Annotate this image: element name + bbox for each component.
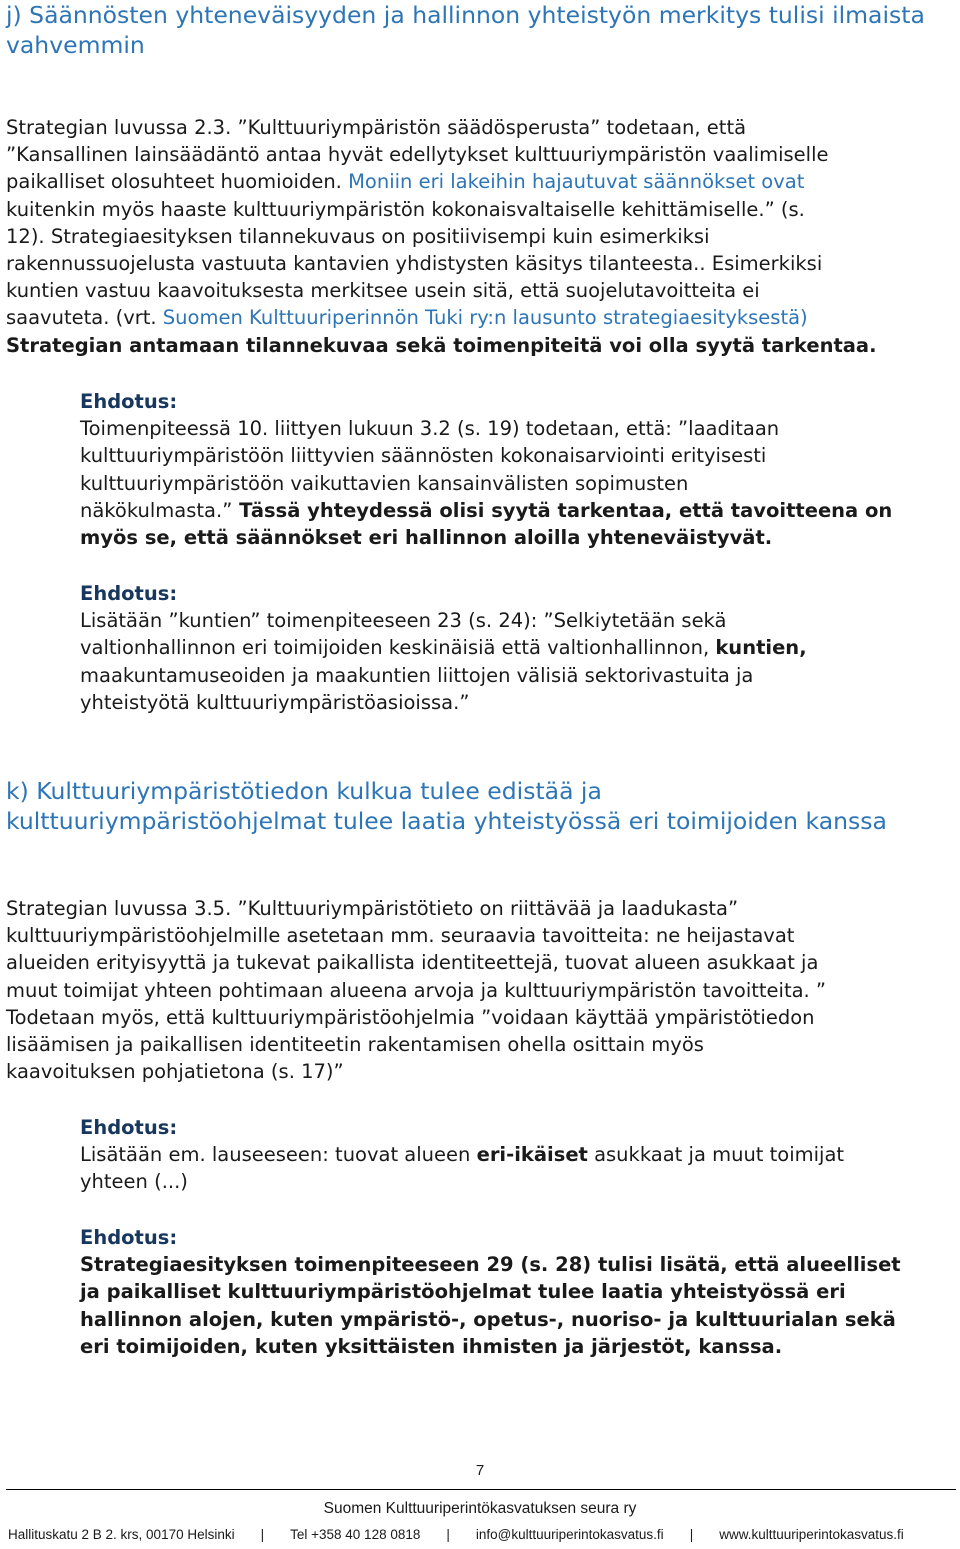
paragraph-line: rakennussuojelusta vastuuta kantavien yhdistysten käsitys tilanteesta.. Esimerkiksi <box>6 252 823 276</box>
proposal-label: Ehdotus: <box>80 1116 178 1139</box>
proposal-line: maakuntamuseoiden ja maakuntien liittojen välisiä sektorivastuita ja <box>80 663 754 687</box>
bold-text: eri toimijoiden, kuten yksittäisten ihmisten ja järjestöt, kanssa. <box>80 1334 783 1358</box>
paragraph-line: Todetaan myös, että kulttuuriympäristöohjelmia ”voidaan käyttää ympäristötiedon <box>6 1005 815 1029</box>
paragraph-line: Strategian luvussa 2.3. ”Kulttuuriympäristön säädösperusta” todetaan, että <box>6 116 747 139</box>
paragraph-line: Strategian luvussa 3.5. ”Kulttuuriympäristötieto on riittävää ja laadukasta” <box>6 897 739 920</box>
footer-contact <box>8 1527 956 1542</box>
paragraph-line: kulttuuriympäristöohjelmille asetetaan mm. seuraavia tavoitteita: ne heijastavat <box>6 924 795 948</box>
text-segment: valtionhallinnon eri toimijoiden keskinäisiä että valtionhallinnon, <box>80 636 716 660</box>
proposal-block <box>80 580 960 716</box>
footer-email[interactable]: info@kulttuuriperintokasvatus.fi <box>475 1527 664 1542</box>
proposal-line: yhteistyötä kulttuuriympäristöasioissa.” <box>80 690 470 714</box>
section-j-heading <box>6 0 960 60</box>
text-segment: asukkaat ja muut toimijat <box>587 1143 845 1167</box>
paragraph-line: muut toimijat yhteen pohtimaan alueena arvoja ja kulttuuriympäristön tavoitteita. ” <box>6 978 827 1002</box>
proposal-line <box>80 1333 960 1360</box>
proposal-line <box>80 1141 960 1168</box>
paragraph-line: kuitenkin myös haaste kulttuuriympäristön kokonaisvaltaiselle kehittämiselle.” (s. <box>6 197 805 221</box>
bold-text: Tässä yhteydessä olisi syytä tarkentaa, että tavoitteena on <box>232 498 893 522</box>
proposal-label: Ehdotus: <box>80 390 178 413</box>
section-k-paragraph <box>6 895 960 1085</box>
text-segment: Suomen Kulttuuriperinnön Tuki ry:n lausunto strategiaesityksestä) <box>156 306 808 330</box>
footer-website[interactable]: www.kulttuuriperintokasvatus.fi <box>719 1527 904 1542</box>
text-segment: Moniin eri lakeihin hajautuvat säännökset ovat <box>341 170 805 194</box>
footer-divider <box>6 1489 956 1490</box>
proposal-line: Lisätään ”kuntien” toimenpiteeseen 23 (s. 24): ”Selkiytetään sekä <box>80 609 727 633</box>
bold-text: myös se, että säännökset eri hallinnon aloilla yhteneväistyvät. <box>80 526 773 550</box>
paragraph-line: lisäämisen ja paikallisen identiteetin rakentamisen ohella osittain myös <box>6 1033 704 1057</box>
text-segment: näkökulmasta.” <box>80 498 233 522</box>
bold-text: ja paikalliset kulttuuriympäristöohjelmat tulee laatia yhteistyössä eri <box>80 1280 846 1304</box>
paragraph-line <box>6 168 960 195</box>
bold-text: eri-ikäiset <box>476 1143 588 1167</box>
footer-phone: Tel +358 40 128 0818 <box>290 1527 421 1542</box>
proposal-line <box>80 497 960 524</box>
footer-separator: | <box>689 1527 694 1542</box>
paragraph-line: alueiden erityisyyttä ja tukevat paikallista identiteettejä, tuovat alueen asukkaat ja <box>6 951 819 975</box>
paragraph-line <box>6 304 960 331</box>
footer-separator: | <box>446 1527 450 1542</box>
proposal-label: Ehdotus: <box>80 582 178 605</box>
heading-line: kulttuuriympäristöohjelmat tulee laatia yhteistyössä eri toimijoiden kanssa <box>6 807 887 835</box>
proposal-line: yhteen (...) <box>80 1170 188 1194</box>
proposal-block <box>80 1114 960 1196</box>
page-number: 7 <box>475 1462 485 1479</box>
bold-text: hallinnon alojen, kuten ympäristö-, opetus-, nuoriso- ja kulttuurialan sekä <box>80 1307 896 1331</box>
section-k-heading <box>6 776 960 836</box>
heading-line: k) Kulttuuriympäristötiedon kulkua tulee edistää ja <box>6 777 602 805</box>
proposal-block <box>80 388 960 551</box>
paragraph-line: kaavoituksen pohjatietona (s. 17)” <box>6 1060 344 1084</box>
proposal-line <box>80 1278 960 1305</box>
proposal-line <box>80 634 960 661</box>
text-segment: saavuteta. (vrt. <box>6 306 157 330</box>
footer-organization: Suomen Kulttuuriperintökasvatuksen seura ry <box>323 1500 637 1517</box>
bold-text: kuntien, <box>715 636 807 660</box>
paragraph-line: ”Kansallinen lainsäädäntö antaa hyvät edellytykset kulttuuriympäristön vaalimiselle <box>6 143 829 167</box>
paragraph-line: 12). Strategiaesityksen tilannekuvaus on positiivisempi kuin esimerkiksi <box>6 224 710 248</box>
text-segment: Lisätään em. lauseeseen: tuovat alueen <box>80 1143 477 1167</box>
text-segment: paikalliset olosuhteet huomioiden. <box>6 170 342 194</box>
emphasis-line <box>6 332 960 359</box>
proposal-label: Ehdotus: <box>80 1226 178 1249</box>
paragraph-line: kuntien vastuu kaavoituksesta merkitsee usein sitä, että suojelutavoitteita ei <box>6 279 760 303</box>
proposal-block <box>80 1224 960 1360</box>
footer-separator: | <box>260 1527 265 1542</box>
proposal-line: kulttuuriympäristöön liittyvien säännösten kokonaisarviointi erityisesti <box>80 444 767 468</box>
footer-address: Hallituskatu 2 B 2. krs, 00170 Helsinki <box>8 1527 235 1542</box>
proposal-line: kulttuuriympäristöön vaikuttavien kansainvälisten sopimusten <box>80 471 689 495</box>
bold-text: Strategiaesityksen toimenpiteeseen 29 (s. 28) tulisi lisätä, että alueelliset <box>80 1253 901 1277</box>
heading-line: vahvemmin <box>6 31 145 59</box>
proposal-line <box>80 1306 960 1333</box>
section-j-paragraph <box>6 114 960 359</box>
heading-line: j) Säännösten yhteneväisyyden ja hallinnon yhteistyön merkitys tulisi ilmaista <box>6 1 925 29</box>
proposal-line <box>80 524 960 551</box>
proposal-line <box>80 1251 960 1278</box>
bold-text: Strategian antamaan tilannekuvaa sekä toimenpiteitä voi olla syytä tarkentaa. <box>6 333 877 357</box>
proposal-line: Toimenpiteessä 10. liittyen lukuun 3.2 (s. 19) todetaan, että: ”laaditaan <box>80 417 780 441</box>
